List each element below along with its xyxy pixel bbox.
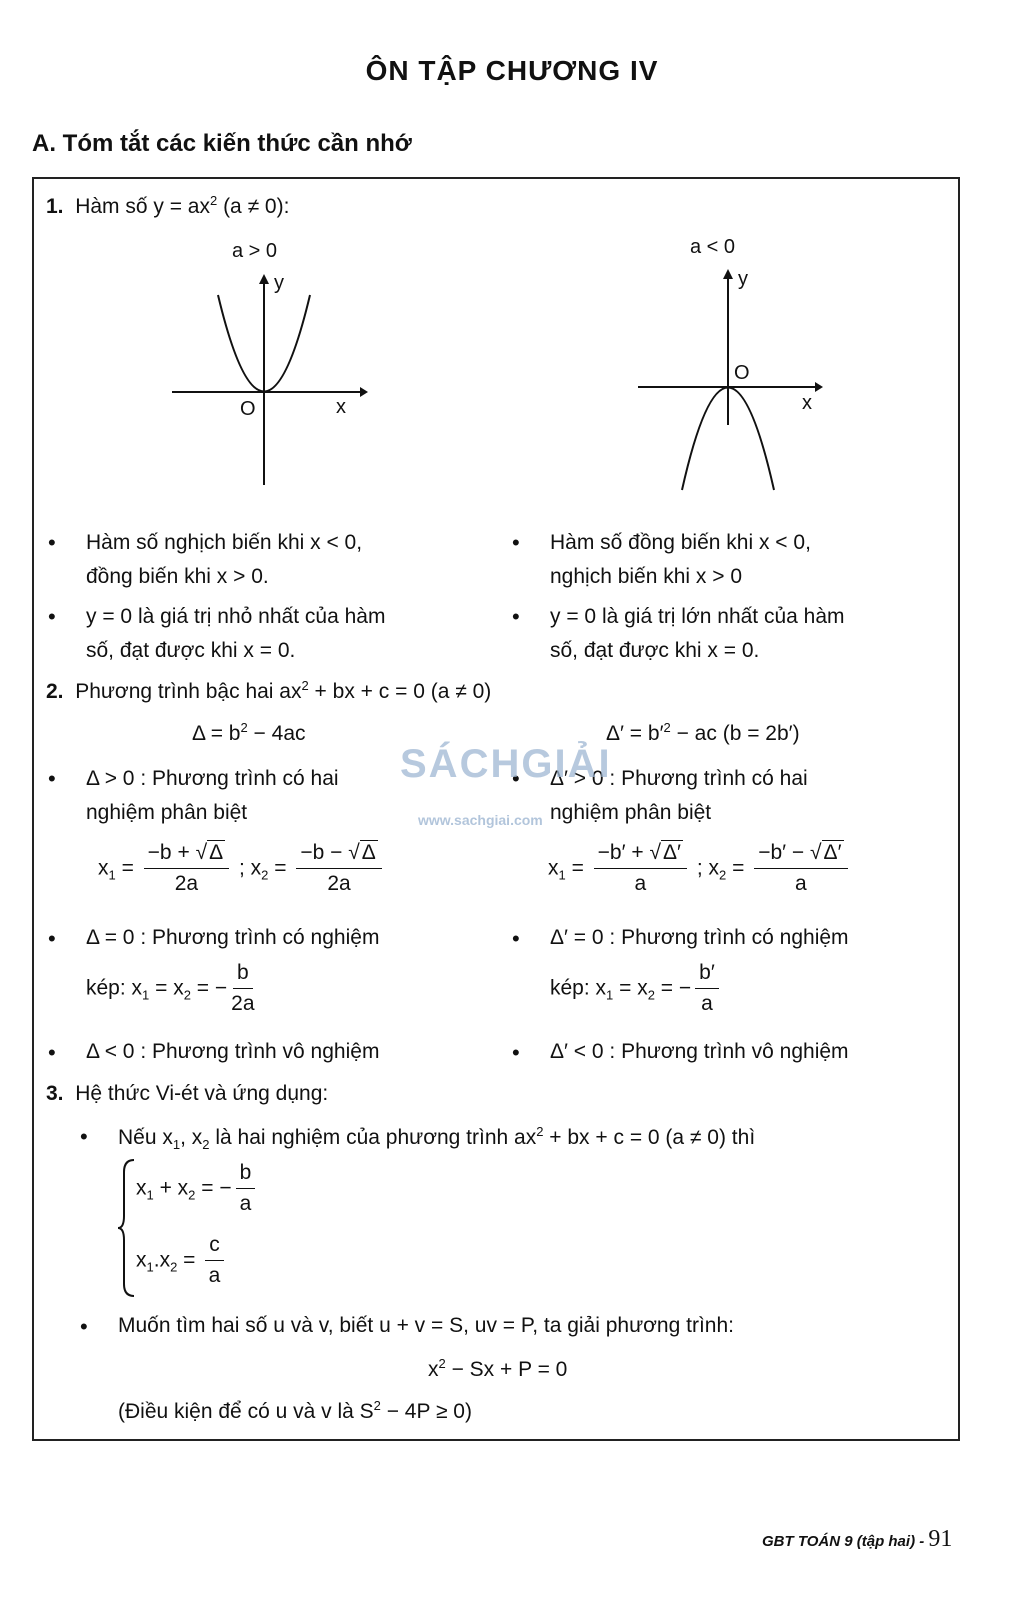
discriminant-formula: $\Delta = b^2 - 4ac$: [192, 720, 306, 745]
right-double-root: kép: $x_1 = x_2$ = − $\frac{b'}{a}$: [550, 960, 723, 1018]
watermark-url: www.sachgiai.com: [418, 812, 543, 828]
find-uv-bullet: • Muốn tìm hai số u và v, biết u + v = S, uv = P, ta giải phương trình:: [118, 1314, 734, 1338]
uv-equation: $x^2 - Sx + P = 0$: [428, 1356, 568, 1381]
item1-heading: 1. Hàm số $y = ax^2$ (a ≠ 0):: [46, 193, 290, 218]
graph-left-origin: O: [240, 398, 256, 420]
graph-left-y: y: [274, 272, 284, 294]
left-double-root: kép: $x_1 = x_2$ = − $\frac{b}{2a}$: [86, 961, 255, 1016]
graph-right-y: y: [738, 268, 748, 290]
book-title: GBT TOÁN 9 (tập hai) -: [762, 1533, 929, 1550]
left-bullet-1: • Hàm số nghịch biến khi x < 0, đồng biến khi x > 0.: [86, 526, 362, 594]
graph-right-origin: O: [734, 362, 750, 384]
system-brace: [118, 1158, 138, 1298]
right-delta-negative: • Δ′ < 0 : Phương trình vô nghiệm: [550, 1040, 849, 1064]
watermark-logo: SÁCHGIẢI: [400, 742, 612, 786]
parabola-up-graph: [160, 270, 380, 490]
vieta-sum: $x_1 + x_2$ = − $\frac{b}{a}$: [136, 1160, 259, 1218]
section-heading: A. Tóm tắt các kiến thức cần nhớ: [32, 130, 412, 157]
page-title: ÔN TẬP CHƯƠNG IV: [365, 55, 659, 86]
left-roots-formula: $x_1$ = $\frac{-b + √\Delta}{2a}$ ; $x_2$ = $\frac{-b - √\Delta}{2a}$: [98, 840, 386, 898]
uv-condition: (Điều kiện để có u và v là $S^2 - 4P \ge 0$): [118, 1398, 472, 1423]
right-delta-zero: • Δ′ = 0 : Phương trình có nghiệm: [550, 926, 849, 950]
left-delta-negative: • Δ < 0 : Phương trình vô nghiệm: [86, 1040, 379, 1064]
right-delta-positive: • Δ′ > 0 : Phương trình có hai nghiệm phân biệt: [550, 762, 808, 830]
item3-heading: 3. Hệ thức Vi-ét và ứng dụng:: [46, 1082, 329, 1105]
graph-right-x: x: [802, 392, 812, 414]
left-bullet-2: • y = 0 là giá trị nhỏ nhất của hàm số, đạt được khi x = 0.: [86, 600, 385, 668]
page-number: 91: [928, 1526, 953, 1552]
left-delta-positive: • Δ > 0 : Phương trình có hai nghiệm phân biệt: [86, 762, 339, 830]
vieta-product: $x_1.x_2$ = $\frac{c}{a}$: [136, 1232, 228, 1290]
reduced-discriminant-formula: $\Delta' = b'^2$ − ac (b = 2b′): [606, 720, 800, 745]
graph-right-label: a < 0: [690, 236, 736, 258]
right-bullet-2: • y = 0 là giá trị lớn nhất của hàm số, đạt được khi x = 0.: [550, 600, 845, 668]
vieta-bullet: • Nếu $x_1$, $x_2$ là hai nghiệm của phương trình $ax^2$ + bx + c = 0 (a ≠ 0) thì: [118, 1124, 755, 1152]
graph-left-label: a > 0: [232, 240, 278, 262]
item2-heading: 2. Phương trình bậc hai $ax^2$ + bx + c = 0 (a ≠ 0): [46, 678, 492, 703]
graph-left-x: x: [336, 396, 346, 418]
right-roots-formula: $x_1$ = $\frac{-b' + √\Delta'}{a}$ ; $x_2$ = $\frac{-b' - √\Delta'}{a}$: [548, 840, 852, 898]
right-bullet-1: • Hàm số đồng biến khi x < 0, nghịch biến khi x > 0: [550, 526, 811, 594]
left-delta-zero: • Δ = 0 : Phương trình có nghiệm: [86, 926, 379, 950]
page-footer: [762, 1526, 952, 1553]
